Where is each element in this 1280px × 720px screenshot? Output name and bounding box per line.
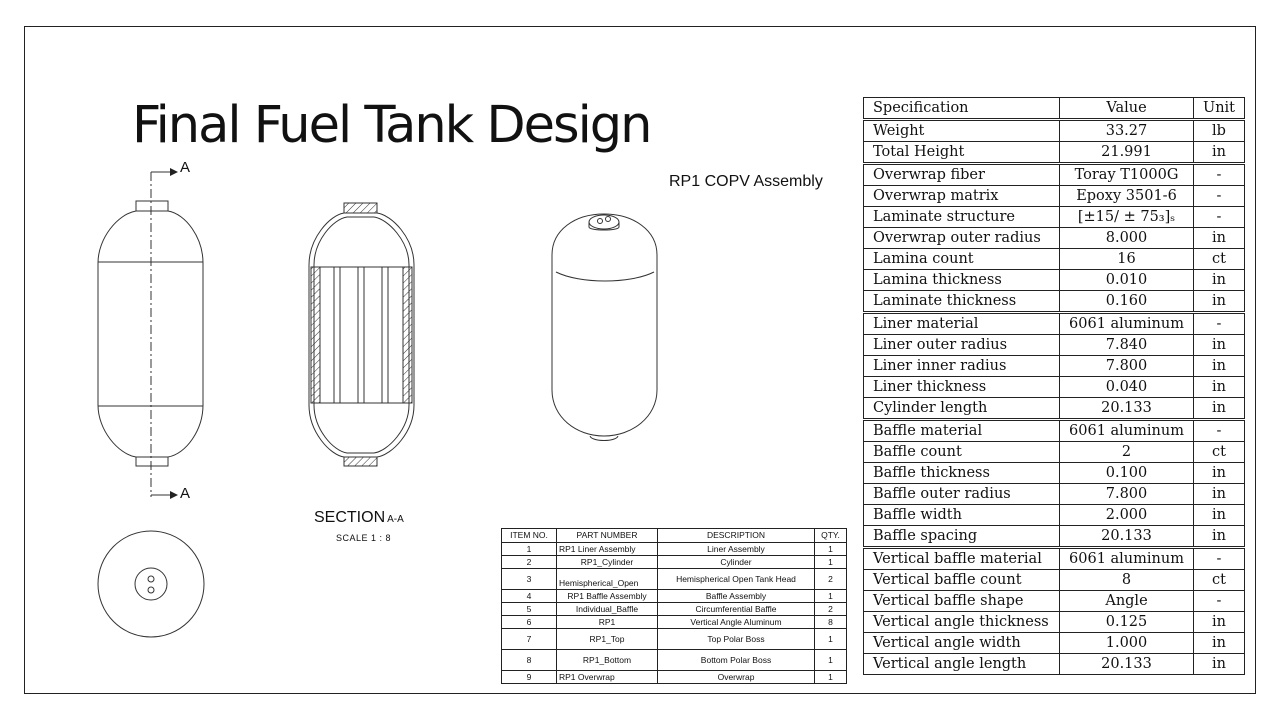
spec-unit: in (1194, 612, 1245, 633)
table-row (502, 569, 847, 590)
section-label-text: SECTION (314, 509, 386, 526)
spec-name: Baffle width (864, 505, 1060, 526)
bom-qty: 8 (815, 616, 847, 629)
table-row (502, 616, 847, 629)
table-row (864, 356, 1245, 377)
spec-value: 7.800 (1060, 484, 1194, 505)
spec-unit: - (1194, 207, 1245, 228)
spec-name: Liner thickness (864, 377, 1060, 398)
spec-name: Baffle outer radius (864, 484, 1060, 505)
specification-table (863, 97, 1245, 675)
spec-unit: - (1194, 548, 1245, 570)
spec-name: Laminate thickness (864, 291, 1060, 313)
spec-name: Overwrap fiber (864, 164, 1060, 186)
table-row (502, 590, 847, 603)
spec-name: Liner material (864, 313, 1060, 335)
spec-unit: in (1194, 463, 1245, 484)
bom-desc: Vertical Angle Aluminum (658, 616, 815, 629)
spec-header-row (864, 98, 1245, 120)
spec-value: 8 (1060, 570, 1194, 591)
section-label-sub: A-A (387, 514, 404, 525)
bom-item: 1 (502, 543, 557, 556)
table-row (864, 463, 1245, 484)
spec-name: Total Height (864, 142, 1060, 164)
spec-value: 0.100 (1060, 463, 1194, 484)
spec-name: Vertical baffle count (864, 570, 1060, 591)
section-marker-top: A (180, 159, 191, 176)
bom-item: 4 (502, 590, 557, 603)
table-row (864, 612, 1245, 633)
spec-name: Baffle count (864, 442, 1060, 463)
bom-desc: Hemispherical Open Tank Head (658, 569, 815, 590)
table-row (864, 207, 1245, 228)
spec-value: 2.000 (1060, 505, 1194, 526)
spec-value: 6061 aluminum (1060, 548, 1194, 570)
spec-name: Baffle thickness (864, 463, 1060, 484)
spec-name: Cylinder length (864, 398, 1060, 420)
spec-unit: in (1194, 270, 1245, 291)
bom-item: 8 (502, 650, 557, 671)
table-row (864, 633, 1245, 654)
bom-item: 3 (502, 569, 557, 590)
table-row (864, 591, 1245, 612)
tank-top-view (98, 531, 204, 637)
table-row (864, 420, 1245, 442)
spec-value: Epoxy 3501-6 (1060, 186, 1194, 207)
bom-qty: 2 (815, 569, 847, 590)
spec-name: Vertical angle length (864, 654, 1060, 675)
table-row (864, 548, 1245, 570)
bom-item: 6 (502, 616, 557, 629)
table-row (864, 442, 1245, 463)
spec-value: 0.010 (1060, 270, 1194, 291)
bom-qty: 1 (815, 556, 847, 569)
section-marker-bottom: A (180, 485, 191, 502)
bom-desc: Overwrap (658, 671, 815, 684)
bom-item: 7 (502, 629, 557, 650)
spec-unit: ct (1194, 249, 1245, 270)
table-row (864, 654, 1245, 675)
spec-value: 16 (1060, 249, 1194, 270)
spec-unit: - (1194, 313, 1245, 335)
slide-title: Final Fuel Tank Design (132, 96, 651, 155)
spec-header-name: Specification (864, 98, 1060, 120)
table-row (502, 629, 847, 650)
bom-desc: Liner Assembly (658, 543, 815, 556)
table-row (864, 186, 1245, 207)
bom-qty: 2 (815, 603, 847, 616)
bom-part: Individual_Baffle (557, 603, 658, 616)
spec-value: 8.000 (1060, 228, 1194, 249)
table-row (864, 120, 1245, 142)
spec-header-value: Value (1060, 98, 1194, 120)
spec-unit: in (1194, 377, 1245, 398)
bom-qty: 1 (815, 590, 847, 603)
bom-item: 5 (502, 603, 557, 616)
spec-unit: in (1194, 228, 1245, 249)
bom-desc: Top Polar Boss (658, 629, 815, 650)
spec-name: Lamina thickness (864, 270, 1060, 291)
bom-desc: Cylinder (658, 556, 815, 569)
spec-unit: ct (1194, 442, 1245, 463)
spec-value: 20.133 (1060, 398, 1194, 420)
tank-section-view (309, 203, 414, 466)
table-row (502, 556, 847, 569)
spec-value: 7.840 (1060, 335, 1194, 356)
spec-value: 7.800 (1060, 356, 1194, 377)
spec-value: Toray T1000G (1060, 164, 1194, 186)
spec-body (864, 120, 1245, 675)
scale-label: SCALE 1 : 8 (336, 533, 392, 543)
spec-unit: - (1194, 186, 1245, 207)
assembly-label: RP1 COPV Assembly (669, 173, 823, 190)
bom-qty: 1 (815, 671, 847, 684)
spec-unit: ct (1194, 570, 1245, 591)
bom-item: 9 (502, 671, 557, 684)
spec-unit: lb (1194, 120, 1245, 142)
spec-value: [±15/ ± 75₃]ₛ (1060, 207, 1194, 228)
bom-part: Hemispherical_Open (557, 569, 658, 590)
spec-unit: in (1194, 356, 1245, 377)
spec-name: Liner outer radius (864, 335, 1060, 356)
bom-part: RP1_Cylinder (557, 556, 658, 569)
spec-name: Laminate structure (864, 207, 1060, 228)
spec-unit: in (1194, 142, 1245, 164)
spec-value: Angle (1060, 591, 1194, 612)
table-row (502, 671, 847, 684)
spec-unit: in (1194, 505, 1245, 526)
bom-part: RP1_Bottom (557, 650, 658, 671)
bom-part: RP1_Top (557, 629, 658, 650)
spec-value: 0.125 (1060, 612, 1194, 633)
table-row (864, 505, 1245, 526)
bom-part: RP1 Baffle Assembly (557, 590, 658, 603)
bom-header-qty: QTY. (815, 529, 847, 543)
bom-desc: Baffle Assembly (658, 590, 815, 603)
spec-unit: in (1194, 335, 1245, 356)
bom-desc: Bottom Polar Boss (658, 650, 815, 671)
spec-value: 33.27 (1060, 120, 1194, 142)
table-row (864, 164, 1245, 186)
table-row (864, 484, 1245, 505)
bom-header-desc: DESCRIPTION (658, 529, 815, 543)
spec-unit: - (1194, 420, 1245, 442)
table-row (864, 377, 1245, 398)
spec-value: 20.133 (1060, 526, 1194, 548)
spec-unit: in (1194, 291, 1245, 313)
spec-name: Weight (864, 120, 1060, 142)
table-row (864, 570, 1245, 591)
spec-name: Vertical baffle shape (864, 591, 1060, 612)
spec-unit: - (1194, 591, 1245, 612)
bom-item: 2 (502, 556, 557, 569)
bom-qty: 1 (815, 650, 847, 671)
spec-name: Liner inner radius (864, 356, 1060, 377)
bom-header-part: PART NUMBER (557, 529, 658, 543)
spec-name: Baffle material (864, 420, 1060, 442)
bom-qty: 1 (815, 543, 847, 556)
spec-unit: in (1194, 654, 1245, 675)
table-row (502, 543, 847, 556)
bom-part: RP1 Liner Assembly (557, 543, 658, 556)
bom-desc: Circumferential Baffle (658, 603, 815, 616)
spec-name: Vertical baffle material (864, 548, 1060, 570)
spec-name: Vertical angle thickness (864, 612, 1060, 633)
spec-value: 21.991 (1060, 142, 1194, 164)
table-row (864, 526, 1245, 548)
table-row (864, 313, 1245, 335)
table-row (864, 291, 1245, 313)
table-row (864, 270, 1245, 291)
bom-part: RP1 (557, 616, 658, 629)
spec-unit: in (1194, 398, 1245, 420)
table-row (502, 603, 847, 616)
table-row (502, 650, 847, 671)
spec-unit: in (1194, 484, 1245, 505)
spec-value: 1.000 (1060, 633, 1194, 654)
spec-name: Baffle spacing (864, 526, 1060, 548)
spec-value: 0.160 (1060, 291, 1194, 313)
spec-name: Lamina count (864, 249, 1060, 270)
spec-value: 0.040 (1060, 377, 1194, 398)
spec-unit: in (1194, 633, 1245, 654)
bom-header-item: ITEM NO. (502, 529, 557, 543)
spec-name: Vertical angle width (864, 633, 1060, 654)
spec-value: 6061 aluminum (1060, 313, 1194, 335)
spec-value: 2 (1060, 442, 1194, 463)
tank-isometric-view (552, 214, 657, 441)
table-row (864, 398, 1245, 420)
spec-unit: in (1194, 526, 1245, 548)
spec-name: Overwrap outer radius (864, 228, 1060, 249)
table-row (864, 335, 1245, 356)
bom-part: RP1 Overwrap (557, 671, 658, 684)
table-row (864, 228, 1245, 249)
tank-side-view (98, 168, 203, 499)
table-row (864, 249, 1245, 270)
spec-header-unit: Unit (1194, 98, 1245, 120)
spec-name: Overwrap matrix (864, 186, 1060, 207)
spec-value: 20.133 (1060, 654, 1194, 675)
bill-of-materials-table (501, 528, 847, 684)
bom-qty: 1 (815, 629, 847, 650)
bom-header-row (502, 529, 847, 543)
table-row (864, 142, 1245, 164)
spec-unit: - (1194, 164, 1245, 186)
spec-value: 6061 aluminum (1060, 420, 1194, 442)
